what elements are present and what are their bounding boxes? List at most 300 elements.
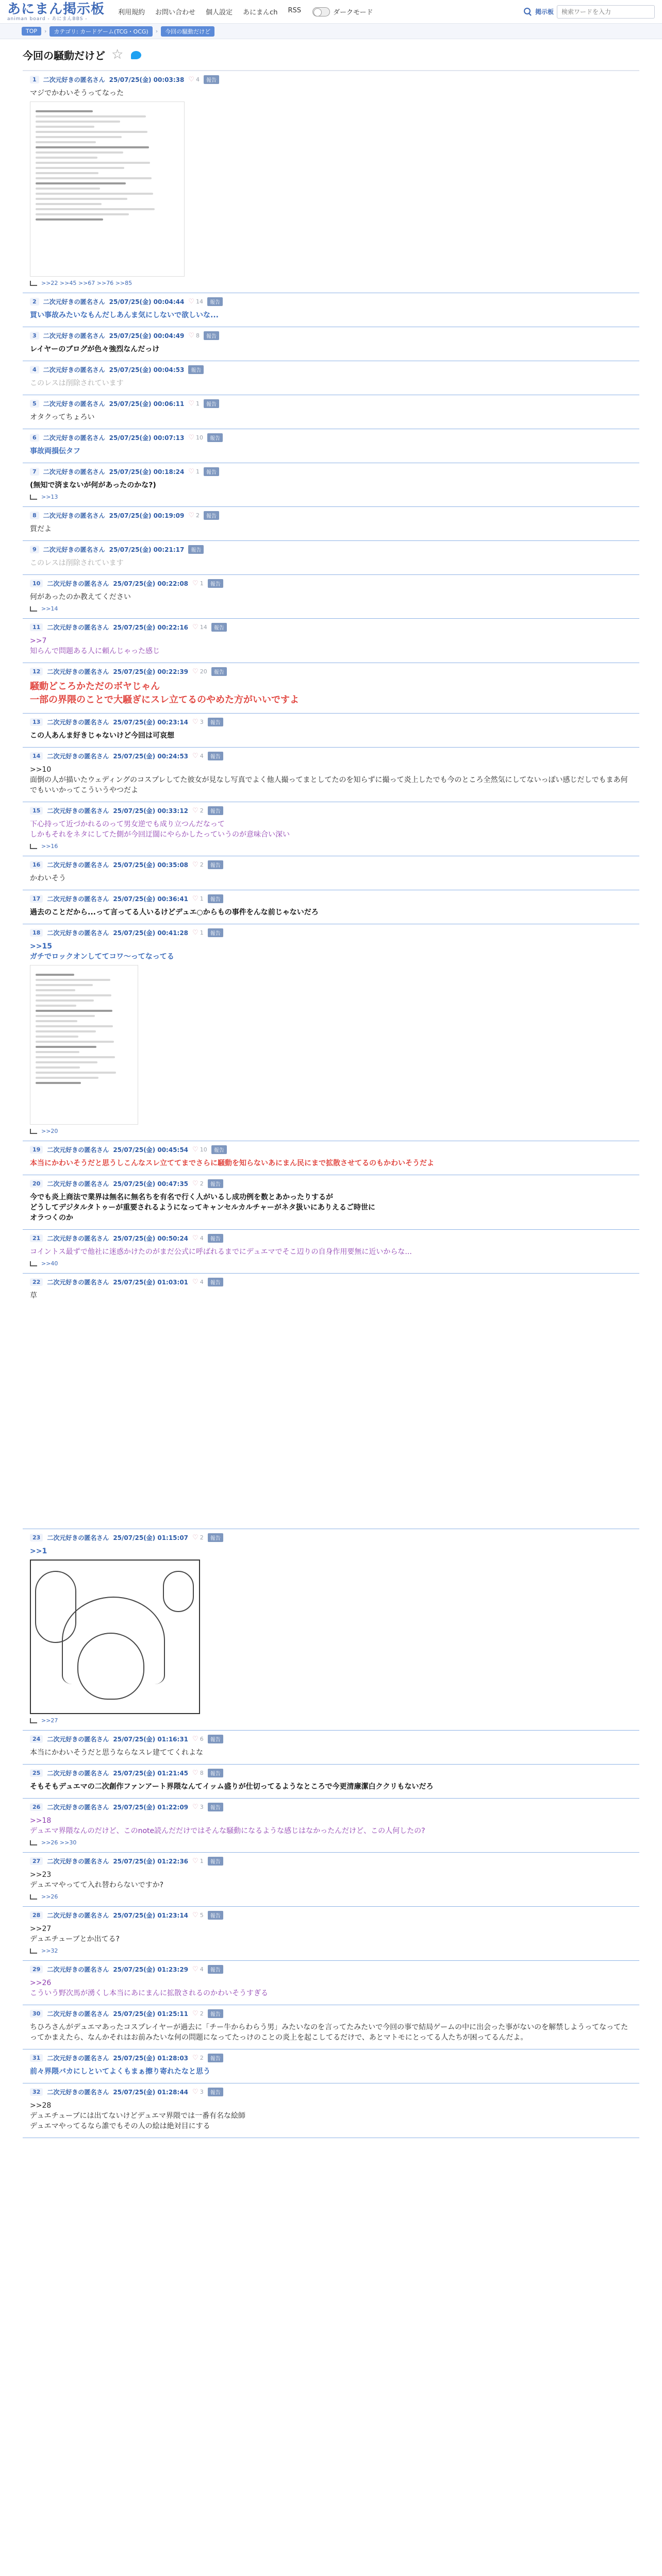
poster-name: 二次元好きの匿名さん	[47, 895, 109, 903]
screenshot-text-line	[36, 999, 94, 1002]
post-header	[30, 667, 632, 676]
twitter-share-icon[interactable]	[129, 49, 143, 60]
post-body: 前々界隈バカにしといてよくもまぁ擦り寄れたなと思う	[30, 2067, 210, 2076]
heart-icon[interactable]: ♡	[188, 298, 195, 306]
heart-icon[interactable]: ♡	[192, 623, 198, 631]
heart-icon[interactable]: ♡	[192, 895, 198, 903]
like-count: 4	[196, 76, 200, 83]
screenshot-text-line	[36, 110, 93, 112]
post	[23, 395, 639, 429]
post-number[interactable]: 13	[30, 718, 43, 726]
thread-main	[0, 39, 662, 2138]
breadcrumb	[0, 24, 662, 39]
post	[23, 1765, 639, 1799]
screenshot-text-line	[36, 157, 97, 159]
post-body: かわいそう	[30, 874, 66, 883]
heart-icon[interactable]: ♡	[192, 718, 198, 726]
search-area	[524, 5, 655, 19]
poster-name: 二次元好きの匿名さん	[47, 580, 109, 587]
screenshot-text-line	[36, 1025, 113, 1027]
reply-anchors[interactable]: >>26	[41, 1893, 58, 1900]
screenshot-text-line	[36, 121, 120, 123]
post-body: >>26 こういう野次馬が湧くし本当にあにまんに拡散されるのかわいそうすぎる	[30, 1979, 268, 1997]
heart-icon[interactable]: ♡	[192, 668, 198, 675]
post-body: このレスは削除されています	[30, 559, 124, 567]
screenshot-text-line	[36, 162, 150, 164]
poster-name: 二次元好きの匿名さん	[43, 434, 105, 442]
post-body: この人あんま好きじゃないけど今回は可哀想	[30, 732, 174, 740]
screenshot-text-line	[36, 126, 94, 128]
search-scope[interactable]: 掲示板	[535, 8, 554, 15]
like-count: 1	[200, 929, 204, 936]
heart-icon[interactable]: ♡	[188, 332, 195, 340]
report-button[interactable]: 報告	[208, 1179, 223, 1188]
report-button[interactable]: 報告	[211, 623, 227, 632]
logo-text: あにまん掲示板	[7, 1, 105, 17]
reply-arrow-icon	[30, 1261, 37, 1266]
screenshot-text-line	[36, 1066, 80, 1069]
post-header	[30, 1234, 632, 1243]
post	[23, 1529, 639, 1731]
like-count: 1	[200, 895, 204, 902]
post-number[interactable]: 8	[30, 512, 39, 519]
reply-anchors[interactable]: >>40	[41, 1260, 58, 1267]
poster-name: 二次元好きの匿名さん	[47, 1804, 109, 1811]
attached-manga-image[interactable]	[30, 1560, 200, 1714]
report-button[interactable]: 報告	[204, 75, 219, 84]
report-button[interactable]: 報告	[208, 1769, 223, 1777]
post-number[interactable]: 28	[30, 1911, 43, 1919]
post-header	[30, 623, 632, 632]
reply-anchors[interactable]: >>27	[41, 1717, 58, 1724]
screenshot-text-line	[36, 1020, 77, 1022]
post-body: >>15 ガチでロックオンしててコワ〜ってなってる	[30, 942, 174, 961]
screenshot-text-line	[36, 172, 98, 174]
like-count: 5	[200, 1912, 204, 1919]
heart-icon[interactable]: ♡	[188, 468, 195, 476]
post-header	[30, 2009, 632, 2018]
post-number[interactable]: 10	[30, 580, 43, 587]
post-body: レイヤーのブログが色々強烈なんだっけ	[30, 345, 160, 353]
poster-name: 二次元好きの匿名さん	[47, 929, 109, 937]
post-number[interactable]: 1	[30, 76, 39, 83]
post-date: 25/07/25(金) 00:50:24	[113, 1235, 189, 1242]
post	[23, 71, 639, 293]
reply-links	[30, 1717, 632, 1724]
post-header	[30, 1965, 632, 1974]
breadcrumb-top[interactable]: TOP	[22, 27, 41, 36]
screenshot-text-line	[36, 167, 124, 169]
post	[23, 1274, 639, 1529]
report-button[interactable]: 報告	[208, 1803, 223, 1811]
attached-screenshot[interactable]	[30, 965, 138, 1125]
heart-icon[interactable]: ♡	[192, 1278, 198, 1286]
reply-arrow-icon	[30, 844, 37, 849]
report-button[interactable]: 報告	[208, 718, 223, 726]
poster-name: 二次元好きの匿名さん	[47, 668, 109, 675]
post-number[interactable]: 17	[30, 895, 43, 903]
poster-name: 二次元好きの匿名さん	[43, 298, 105, 306]
screenshot-text-line	[36, 1046, 96, 1048]
post-body: 何があったのか教えてください	[30, 593, 131, 601]
post-number[interactable]: 7	[30, 468, 39, 476]
post-header	[30, 1857, 632, 1866]
report-button[interactable]: 報告	[204, 399, 219, 408]
like-count: 2	[200, 861, 204, 868]
heart-icon[interactable]: ♡	[192, 1769, 198, 1777]
poster-name: 二次元好きの匿名さん	[47, 1912, 109, 1919]
post-number[interactable]: 31	[30, 2054, 43, 2062]
report-button[interactable]: 報告	[211, 1145, 227, 1154]
post-number[interactable]: 16	[30, 861, 43, 869]
post	[23, 2049, 639, 2083]
nav-terms[interactable]: 利用規約	[118, 9, 145, 16]
report-button[interactable]: 報告	[208, 806, 223, 815]
post-date: 25/07/25(金) 00:22:39	[113, 668, 189, 675]
post-header	[30, 1179, 632, 1188]
screenshot-text-line	[36, 193, 153, 195]
report-button[interactable]: 報告	[208, 894, 223, 903]
like-count: 4	[200, 1235, 204, 1242]
like-count: 2	[200, 1534, 204, 1541]
screenshot-text-line	[36, 146, 149, 148]
post	[23, 2005, 639, 2049]
post	[23, 1799, 639, 1853]
like-count: 2	[200, 1180, 204, 1187]
post-number[interactable]: 9	[30, 546, 39, 553]
post	[23, 924, 639, 1141]
heart-icon[interactable]: ♡	[192, 2054, 198, 2062]
report-button[interactable]: 報告	[211, 667, 227, 676]
heart-icon[interactable]: ♡	[192, 929, 198, 937]
heart-icon[interactable]: ♡	[192, 752, 198, 760]
report-button[interactable]: 報告	[208, 752, 223, 760]
post-number[interactable]: 20	[30, 1180, 43, 1188]
report-button[interactable]: 報告	[188, 365, 204, 374]
post-header	[30, 2088, 632, 2096]
post	[23, 1907, 639, 1961]
report-button[interactable]: 報告	[208, 1278, 223, 1286]
post-header	[30, 1735, 632, 1743]
report-button[interactable]: 報告	[208, 1234, 223, 1243]
like-count: 4	[200, 753, 204, 759]
screenshot-text-line	[36, 208, 155, 210]
like-count: 3	[200, 719, 204, 725]
post-date: 25/07/25(金) 00:45:54	[113, 1146, 189, 1154]
reply-links	[30, 1947, 632, 1954]
report-button[interactable]: 報告	[208, 579, 223, 588]
post-header	[30, 511, 632, 520]
screenshot-text-line	[36, 141, 96, 143]
heart-icon[interactable]: ♡	[188, 76, 195, 83]
screenshot-text-line	[36, 994, 111, 996]
dark-mode-label: ダークモード	[333, 9, 373, 16]
heart-icon[interactable]: ♡	[188, 512, 195, 519]
heart-icon[interactable]: ♡	[192, 1234, 198, 1242]
post-date: 25/07/25(金) 00:21:17	[109, 546, 185, 553]
post-number[interactable]: 21	[30, 1234, 43, 1242]
reply-arrow-icon	[30, 1718, 37, 1723]
report-button[interactable]: 報告	[208, 1965, 223, 1974]
post-date: 25/07/25(金) 01:16:31	[113, 1736, 189, 1743]
heart-icon[interactable]: ♡	[192, 1180, 198, 1188]
top-header	[0, 0, 662, 24]
breadcrumb-category[interactable]: カテゴリ: カードゲーム(TCG・OCG)	[49, 26, 152, 37]
reply-arrow-icon	[30, 1840, 37, 1845]
post-body: 今でも炎上商法で業界は無名に無名ちを有名で行く人がいるし成功例を数とあかったりするが どうしてデジタルタトゥーが重要されるようになってキャンセルカルチャーがネタ扱いにありえるご時世に オラつくのか	[30, 1193, 375, 1222]
reply-links	[30, 280, 632, 286]
post-list	[23, 71, 639, 2138]
like-count: 1	[196, 468, 200, 475]
heart-icon[interactable]: ♡	[192, 1857, 198, 1865]
post-date: 25/07/25(金) 00:22:16	[113, 624, 189, 631]
reply-arrow-icon	[30, 606, 37, 612]
screenshot-text-line	[36, 1036, 78, 1038]
post-number[interactable]: 29	[30, 1965, 43, 1973]
post-header	[30, 579, 632, 588]
attached-screenshot[interactable]	[30, 101, 185, 277]
poster-name: 二次元好きの匿名さん	[43, 512, 105, 519]
reply-anchors[interactable]: >>14	[41, 605, 58, 612]
screenshot-text-line	[36, 989, 75, 991]
post-number[interactable]: 23	[30, 1534, 43, 1541]
poster-name: 二次元好きの匿名さん	[47, 807, 109, 815]
reply-links	[30, 605, 632, 612]
post-body: コイントス最ずで他社に迷惑かけたのがまだ公式に呼ばれるまでにデュエマでそこ辺りの自身作用要無に近いからな...	[30, 1248, 412, 1256]
heart-icon[interactable]: ♡	[192, 2010, 198, 2018]
poster-name: 二次元好きの匿名さん	[43, 332, 105, 340]
post-header	[30, 1911, 632, 1920]
report-button[interactable]: 報告	[204, 331, 219, 340]
search-input[interactable]	[557, 5, 655, 19]
post	[23, 1141, 639, 1175]
heart-icon[interactable]: ♡	[188, 400, 195, 408]
post	[23, 1731, 639, 1765]
report-button[interactable]: 報告	[208, 1533, 223, 1542]
poster-name: 二次元好きの匿名さん	[47, 1235, 109, 1242]
report-button[interactable]: 報告	[208, 860, 223, 869]
heart-icon[interactable]: ♡	[192, 1965, 198, 1973]
like-count: 3	[200, 2089, 204, 2095]
post-header	[30, 718, 632, 726]
reply-anchors[interactable]: >>32	[41, 1947, 58, 1954]
heart-icon[interactable]: ♡	[192, 861, 198, 869]
post-number[interactable]: 11	[30, 623, 43, 631]
screenshot-text-line	[36, 182, 126, 184]
heart-icon[interactable]: ♡	[192, 1534, 198, 1541]
post-header	[30, 75, 632, 84]
like-count: 8	[196, 332, 200, 339]
reply-links	[30, 1128, 632, 1134]
like-count: 10	[200, 1146, 207, 1153]
post-number[interactable]: 2	[30, 298, 39, 306]
reply-anchors[interactable]: >>26 >>30	[41, 1839, 77, 1846]
thread-header	[23, 39, 639, 71]
heart-icon[interactable]: ♡	[192, 1735, 198, 1743]
heart-icon[interactable]: ♡	[192, 2088, 198, 2096]
poster-name: 二次元好きの匿名さん	[43, 400, 105, 408]
post-date: 25/07/25(金) 00:47:35	[113, 1180, 189, 1188]
screenshot-text-line	[36, 1030, 96, 1032]
report-button[interactable]: 報告	[207, 297, 223, 306]
report-button[interactable]: 報告	[204, 511, 219, 520]
post-header	[30, 1145, 632, 1154]
post-header	[30, 1769, 632, 1777]
report-button[interactable]: 報告	[208, 2088, 223, 2096]
search-icon	[524, 8, 532, 16]
post-header	[30, 752, 632, 760]
like-count: 2	[200, 2010, 204, 2017]
like-count: 4	[200, 1279, 204, 1285]
reply-anchors[interactable]: >>20	[41, 1128, 58, 1134]
post-body: 本当にかわいそうだと思うしこんなスレ立ててまでさらに騒動を知らないあにまん民にまで拡散させてるのもかわいそうだよ	[30, 1159, 434, 1167]
like-count: 2	[200, 2055, 204, 2061]
post-body: 騒動どころかただのボヤじゃん 一部の界隈のことで大騒ぎにスレ立てるのやめた方がいいですよ	[30, 681, 299, 705]
post-number[interactable]: 19	[30, 1146, 43, 1154]
post	[23, 856, 639, 890]
screenshot-text-line	[36, 1005, 76, 1007]
dark-mode-toggle[interactable]	[312, 7, 373, 16]
post-date: 25/07/25(金) 00:18:24	[109, 468, 185, 476]
post-number[interactable]: 18	[30, 929, 43, 937]
post-number[interactable]: 6	[30, 434, 39, 442]
post-body: >>23 デュエマやってて入れ替わらないですか?	[30, 1871, 164, 1889]
post-date: 25/07/25(金) 00:41:28	[113, 929, 189, 937]
screenshot-text-line	[36, 1010, 112, 1012]
post-date: 25/07/25(金) 00:07:13	[109, 434, 185, 442]
like-count: 4	[200, 1966, 204, 1973]
star-icon[interactable]: ☆	[111, 47, 124, 62]
screenshot-text-line	[36, 177, 152, 179]
like-count: 10	[196, 434, 204, 441]
poster-name: 二次元好きの匿名さん	[47, 2010, 109, 2018]
header-nav	[118, 7, 301, 16]
post	[23, 714, 639, 748]
site-logo[interactable]	[7, 2, 105, 22]
breadcrumb-separator: ›	[44, 28, 47, 35]
post-header	[30, 399, 632, 408]
screenshot-text-line	[36, 115, 146, 117]
post-date: 25/07/25(金) 01:22:09	[113, 1804, 189, 1811]
poster-name: 二次元好きの匿名さん	[47, 1736, 109, 1743]
screenshot-text-line	[36, 198, 127, 200]
poster-name: 二次元好きの匿名さん	[47, 2089, 109, 2096]
post-body: 下心持って近づかれるのって男女逆でも成り立つんだなって しかもそれをネタにしてた側が今回迂闊にやらかしたっていうのが意味合い深い	[30, 820, 290, 839]
heart-icon[interactable]: ♡	[192, 1803, 198, 1811]
post-header	[30, 928, 632, 937]
post-number[interactable]: 22	[30, 1278, 43, 1286]
reply-links	[30, 494, 632, 500]
report-button[interactable]: 報告	[208, 1857, 223, 1866]
nav-settings[interactable]: 個人設定	[206, 9, 233, 16]
like-count: 8	[200, 1770, 204, 1776]
post-number[interactable]: 26	[30, 1803, 43, 1811]
post-header	[30, 1533, 632, 1542]
heart-icon[interactable]: ♡	[192, 580, 198, 587]
like-count: 2	[200, 807, 204, 814]
post-date: 25/07/25(金) 00:36:41	[113, 895, 189, 903]
post-body: 草	[30, 1292, 37, 1300]
post-date: 25/07/25(金) 00:23:14	[113, 719, 189, 726]
reply-links	[30, 1260, 632, 1267]
post-date: 25/07/25(金) 00:33:12	[113, 807, 189, 815]
post-body: >>27 デュエチューブとか出てる?	[30, 1925, 120, 1943]
report-button[interactable]: 報告	[207, 433, 223, 442]
heart-icon[interactable]: ♡	[192, 1146, 198, 1154]
post-number[interactable]: 4	[30, 366, 39, 374]
nav-animanch[interactable]: あにまんch	[243, 9, 278, 16]
post-body: 事故両損伝タフ	[30, 447, 80, 455]
post-number[interactable]: 15	[30, 807, 43, 815]
report-button[interactable]: 報告	[208, 2009, 223, 2018]
nav-contact[interactable]: お問い合わせ	[155, 9, 196, 16]
like-count: 1	[200, 1858, 204, 1865]
poster-name: 二次元好きの匿名さん	[43, 546, 105, 553]
report-button[interactable]: 報告	[208, 1911, 223, 1920]
post-date: 25/07/25(金) 00:06:11	[109, 400, 185, 408]
post-date: 25/07/25(金) 00:03:38	[109, 76, 185, 83]
poster-name: 二次元好きの匿名さん	[47, 753, 109, 760]
post	[23, 327, 639, 361]
poster-name: 二次元好きの匿名さん	[47, 2055, 109, 2062]
post-date: 25/07/25(金) 01:03:01	[113, 1279, 189, 1286]
post-number[interactable]: 27	[30, 1857, 43, 1865]
breadcrumb-thread[interactable]: 今回の騒動だけど	[161, 26, 214, 37]
nav-rss[interactable]: RSS	[288, 7, 301, 14]
reply-anchors[interactable]: >>16	[41, 843, 58, 850]
heart-icon[interactable]: ♡	[192, 807, 198, 815]
report-button[interactable]: 報告	[204, 467, 219, 476]
report-button[interactable]: 報告	[208, 928, 223, 937]
post-number[interactable]: 5	[30, 400, 39, 408]
post-date: 25/07/25(金) 00:04:44	[109, 298, 185, 306]
like-count: 6	[200, 1736, 204, 1742]
report-button[interactable]: 報告	[208, 1735, 223, 1743]
post-date: 25/07/25(金) 00:04:53	[109, 366, 185, 374]
toggle-switch-icon[interactable]	[312, 7, 330, 16]
heart-icon[interactable]: ♡	[188, 434, 195, 442]
post-header	[30, 545, 632, 554]
post-number[interactable]: 14	[30, 752, 43, 760]
post-number[interactable]: 30	[30, 2010, 43, 2018]
post	[23, 361, 639, 395]
reply-anchors[interactable]: >>22 >>45 >>67 >>76 >>85	[41, 280, 133, 286]
post-number[interactable]: 12	[30, 668, 43, 675]
screenshot-text-line	[36, 218, 103, 221]
manga-bubble2	[163, 1571, 194, 1612]
reply-anchors[interactable]: >>13	[41, 494, 58, 500]
post-date: 25/07/25(金) 00:35:08	[113, 861, 189, 869]
post-number[interactable]: 3	[30, 332, 39, 340]
post-header	[30, 1278, 632, 1286]
poster-name: 二次元好きの匿名さん	[43, 468, 105, 476]
post-number[interactable]: 25	[30, 1769, 43, 1777]
post-header	[30, 297, 632, 306]
post-body: オタクってちょろい	[30, 413, 95, 421]
post-date: 25/07/25(金) 01:28:03	[113, 2055, 189, 2062]
post-body: 質だよ	[30, 525, 52, 533]
post-body: マジでかわいそうってなった	[30, 89, 124, 97]
post-body: 過去のことだから...って言ってる人いるけどデュエ○からもの事件をんな前じゃないだろ	[30, 908, 319, 917]
report-button[interactable]: 報告	[208, 2054, 223, 2062]
poster-name: 二次元好きの匿名さん	[47, 1966, 109, 1973]
post-date: 25/07/25(金) 01:28:44	[113, 2089, 189, 2096]
post-number[interactable]: 24	[30, 1735, 43, 1743]
heart-icon[interactable]: ♡	[192, 1911, 198, 1919]
post-number[interactable]: 32	[30, 2088, 43, 2096]
post	[23, 1175, 639, 1230]
report-button[interactable]: 報告	[188, 545, 204, 554]
